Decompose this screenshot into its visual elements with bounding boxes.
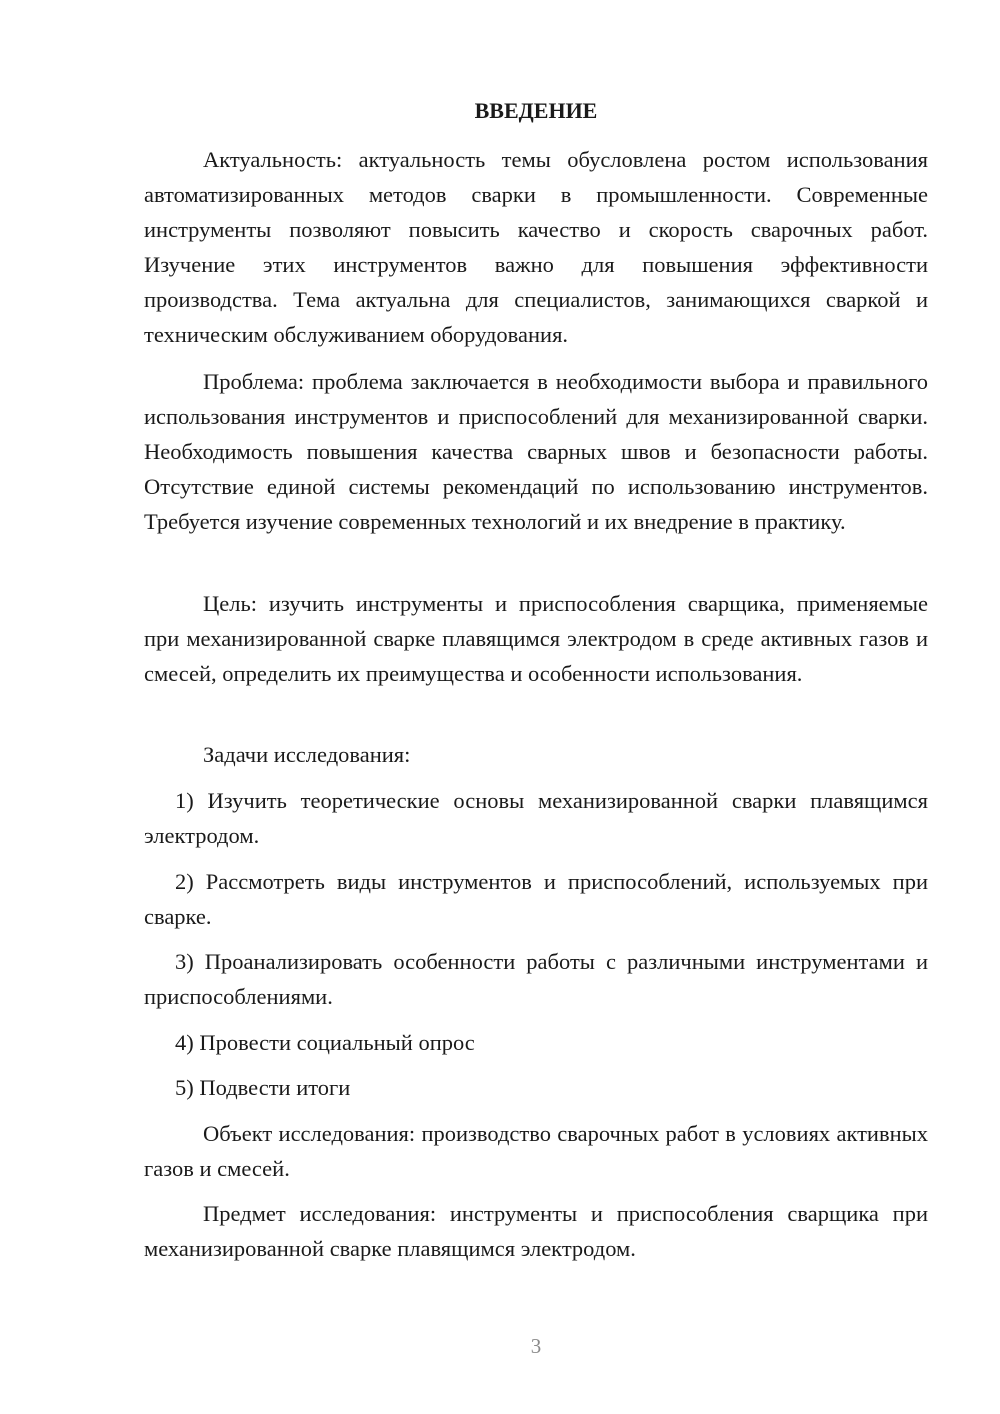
task-item-3: 3) Проанализировать особенности работы с различными инструментами и приспособлениями. — [144, 949, 928, 1009]
task-item-1: 1) Изучить теоретические основы механизированной сварки плавящимся электродом. — [144, 788, 928, 848]
relevance-paragraph: Актуальность: актуальность темы обусловлена ростом использования автоматизированных методов сварки в промышленности. Современные инструменты позволяют повысить качество и скорость сварочных работ. Изучение этих инструментов важно для повышения эффективности производства. Тема актуальна для специалистов, занимающихся сваркой и техническим обслуживанием оборудования. — [144, 147, 928, 347]
task-item-5: 5) Подвести итоги — [175, 1075, 351, 1100]
section-title: ВВЕДЕНИЕ — [474, 98, 598, 123]
task-item-4: 4) Провести социальный опрос — [175, 1030, 475, 1055]
problem-paragraph: Проблема: проблема заключается в необходимости выбора и правильного использования инструментов и приспособлений для механизированной сварки. Необходимость повышения качества сварных швов и безопасности работы. Отсутствие единой системы рекомендаций по использованию инструментов. Требуется изучение современных технологий и их внедрение в практику. — [144, 369, 928, 534]
goal-paragraph: Цель: изучить инструменты и приспособления сварщика, применяемые при механизированной сварке плавящимся электродом в среде активных газов и смесей, определить их преимущества и особенности использования. — [144, 591, 928, 686]
task-item-2: 2) Рассмотреть виды инструментов и приспособлений, используемых при сварке. — [144, 869, 928, 929]
object-paragraph: Объект исследования: производство сварочных работ в условиях активных газов и смесей. — [144, 1121, 928, 1181]
tasks-heading: Задачи исследования: — [203, 742, 411, 767]
page-number: 3 — [530, 1334, 542, 1358]
subject-paragraph: Предмет исследования: инструменты и приспособления сварщика при механизированной сварке плавящимся электродом. — [144, 1201, 928, 1261]
